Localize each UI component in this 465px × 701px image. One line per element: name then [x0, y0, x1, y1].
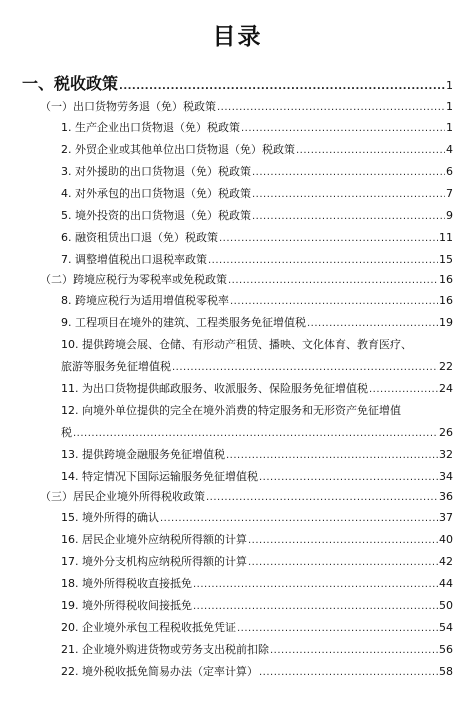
toc-group-entry[interactable] [22, 271, 453, 288]
toc-page-number: 24 [439, 382, 453, 395]
dot-leader [259, 467, 438, 489]
toc-page-number: 11 [439, 231, 453, 244]
toc-item-entry[interactable] [22, 312, 453, 334]
dot-leader [252, 184, 445, 206]
toc-item-entry[interactable] [22, 573, 453, 595]
toc-page-number: 1 [446, 121, 453, 134]
dot-leader [259, 662, 438, 684]
toc-group-entry[interactable] [22, 98, 453, 115]
dot-leader [206, 489, 438, 506]
dot-leader [237, 618, 438, 640]
dot-leader [369, 379, 438, 401]
toc-page-number: 22 [439, 360, 453, 373]
dot-leader [248, 552, 438, 574]
toc-item-entry[interactable] [22, 551, 453, 573]
toc-item-entry[interactable] [22, 595, 453, 617]
toc-page-number: 6 [446, 165, 453, 178]
toc-entry-label: 14. 特定情况下国际运输服务免征增值税 [61, 470, 258, 483]
toc-entry-label: 22. 境外税收抵免简易办法（定率计算） [61, 665, 258, 678]
dot-leader [228, 272, 438, 289]
toc-entry-label: 18. 境外所得税收直接抵免 [61, 577, 192, 590]
toc-entry-label: 4. 对外承包的出口货物退（免）税政策 [61, 187, 251, 200]
toc-item-entry[interactable] [22, 290, 453, 312]
toc-entry-label: 11. 为出口货物提供邮政服务、收派服务、保险服务免征增值税 [61, 382, 368, 395]
toc-item-entry[interactable] [22, 183, 453, 205]
toc-section-tax-policy[interactable] [22, 72, 453, 96]
toc-page-number: 42 [439, 555, 453, 568]
toc-entry-label-line1: 12. 向境外单位提供的完全在境外消费的特定服务和无形资产免征增值 [61, 404, 401, 417]
toc-item-entry[interactable] [22, 617, 453, 639]
toc-entry-label: 8. 跨境应税行为适用增值税零税率 [61, 294, 229, 307]
toc-item-entry[interactable] [22, 139, 453, 161]
toc-entry-label: 17. 境外分支机构应纳税所得额的计算 [61, 555, 247, 568]
toc-entry-label: （三）居民企业境外所得税收政策 [40, 490, 205, 503]
toc-group-entry[interactable] [22, 488, 453, 505]
dot-leader [193, 574, 438, 596]
toc-entry-label: 20. 企业境外承包工程税收抵免凭证 [61, 621, 236, 634]
dot-leader [193, 596, 438, 618]
toc-entry-label: 7. 调整增值税出口退税率政策 [61, 253, 207, 266]
toc-entry-label: 5. 境外投资的出口货物退（免）税政策 [61, 209, 251, 222]
toc-entries [22, 98, 453, 683]
toc-entry-label: 19. 境外所得税收间接抵免 [61, 599, 192, 612]
toc-page-number: 34 [439, 470, 453, 483]
toc-entry-label: （二）跨境应税行为零税率或免税政策 [40, 273, 227, 286]
page-title: 目录 [212, 24, 263, 50]
toc-page-number: 44 [439, 577, 453, 590]
toc-page-number: 36 [439, 490, 453, 503]
toc-item-entry[interactable] [22, 161, 453, 183]
toc-entry-label-line1: 10. 提供跨境会展、仓储、有形动产租赁、播映、文化体育、教育医疗、 [61, 338, 412, 351]
toc-page-number: 40 [439, 533, 453, 546]
toc-page-number: 56 [439, 643, 453, 656]
toc-entry-label: （一）出口货物劳务退（免）税政策 [40, 100, 216, 113]
toc-entry-label: 3. 对外援助的出口货物退（免）税政策 [61, 165, 251, 178]
toc-page-number: 19 [439, 316, 453, 329]
dot-leader [73, 423, 438, 445]
toc-entry-label: 16. 居民企业境外应纳税所得额的计算 [61, 533, 247, 546]
toc-page-number: 26 [439, 426, 453, 439]
toc-item-entry[interactable] [22, 227, 453, 249]
toc-item-entry[interactable] [22, 507, 453, 529]
dot-leader [307, 313, 438, 335]
toc-page-number: 37 [439, 511, 453, 524]
toc-page-number: 16 [439, 294, 453, 307]
toc-entry-label: 1. 生产企业出口货物退（免）税政策 [61, 121, 240, 134]
toc-entry-label: 税 [61, 426, 72, 439]
dot-leader [219, 228, 438, 250]
dot-leader [226, 445, 438, 467]
toc-entry-label: 21. 企业境外购进货物或劳务支出税前扣除 [61, 643, 269, 656]
toc-page-number: 16 [439, 273, 453, 286]
toc-entry-label: 旅游等服务免征增值税 [61, 360, 171, 373]
dot-leader [296, 140, 445, 162]
dot-leader [119, 75, 445, 99]
toc-page-number: 7 [446, 187, 453, 200]
toc-entry-label: 13. 提供跨境金融服务免征增值税 [61, 448, 225, 461]
dot-leader [172, 357, 438, 379]
toc-item-entry[interactable] [22, 466, 453, 488]
dot-leader [252, 162, 445, 184]
toc-item-entry[interactable] [22, 117, 453, 139]
toc-item-entry[interactable] [22, 529, 453, 551]
toc-page-number: 50 [439, 599, 453, 612]
toc-page-number: 9 [446, 209, 453, 222]
toc-page-number: 1 [446, 100, 453, 113]
toc-item-entry[interactable] [22, 661, 453, 683]
toc-item-entry[interactable] [22, 249, 453, 271]
toc-entry-label: 9. 工程项目在境外的建筑、工程类服务免征增值税 [61, 316, 306, 329]
toc-item-entry-wrapped[interactable] [22, 400, 453, 444]
toc-entry-continuation[interactable] [61, 422, 453, 444]
toc-entry-label: 2. 外贸企业或其他单位出口货物退（免）税政策 [61, 143, 295, 156]
toc-page-number: 58 [439, 665, 453, 678]
toc-page-number: 4 [446, 143, 453, 156]
dot-leader [208, 250, 438, 272]
toc-page-number: 32 [439, 448, 453, 461]
toc-item-entry[interactable] [22, 205, 453, 227]
dot-leader [217, 99, 445, 116]
dot-leader [241, 118, 445, 140]
toc-item-entry[interactable] [22, 444, 453, 466]
toc-page-number: 1 [446, 79, 453, 92]
toc-section-label: 一、税收政策 [22, 74, 119, 93]
toc-entry-continuation[interactable] [61, 356, 453, 378]
toc-entry-label: 15. 境外所得的确认 [61, 511, 159, 524]
toc-item-entry-wrapped[interactable] [22, 334, 453, 378]
dot-leader [160, 508, 438, 530]
toc-entry-label: 6. 融资租赁出口退（免）税政策 [61, 231, 218, 244]
toc-item-entry[interactable] [22, 639, 453, 661]
dot-leader [248, 530, 438, 552]
dot-leader [270, 640, 438, 662]
toc-page-number: 54 [439, 621, 453, 634]
dot-leader [230, 291, 438, 313]
toc-item-entry[interactable] [22, 378, 453, 400]
dot-leader [252, 206, 445, 228]
toc-page-number: 15 [439, 253, 453, 266]
